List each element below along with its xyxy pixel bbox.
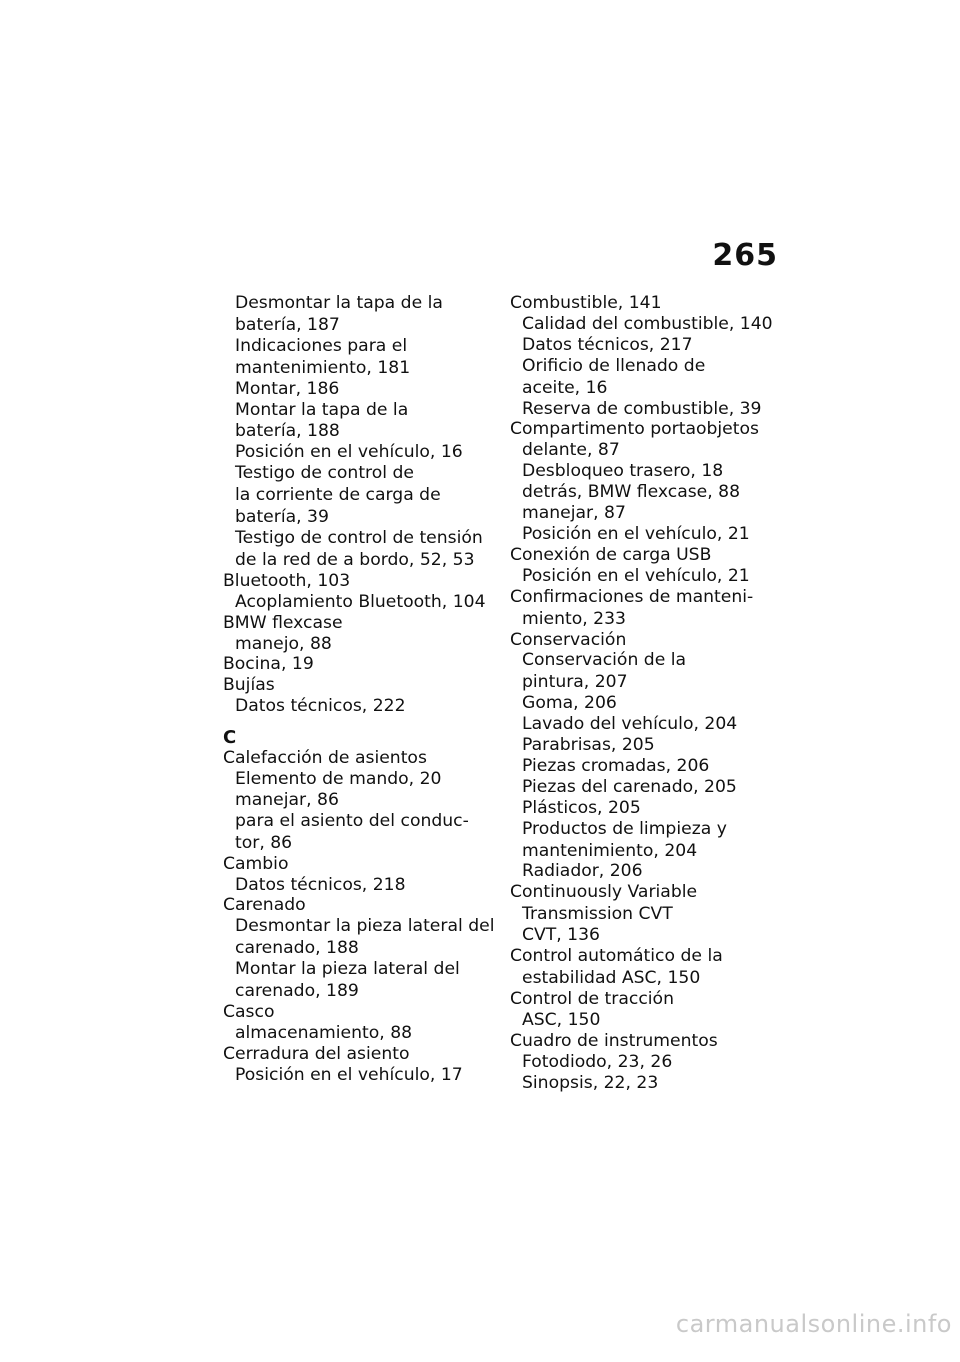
- index-subentry: mantenimiento, 181: [235, 357, 411, 378]
- index-subentry: Indicaciones para el: [235, 335, 408, 356]
- index-column-left: [223, 293, 495, 1086]
- index-subentry: la corriente de carga de: [235, 485, 441, 506]
- index-subentry: Posición en el vehículo, 17: [235, 1064, 463, 1085]
- index-subentry: Productos de limpieza y: [522, 818, 727, 839]
- index-subentry: manejar, 86: [235, 789, 339, 810]
- index-subentry: Plásticos, 205: [522, 797, 641, 818]
- index-subentry: Fotodiodo, 23, 26: [522, 1051, 673, 1072]
- index-subentry: Datos técnicos, 222: [235, 696, 406, 717]
- page-number: 265: [712, 238, 778, 273]
- index-subentry: tor, 86: [235, 832, 293, 853]
- index-entry: Confirmaciones de manteni-: [510, 586, 754, 607]
- index-subentry: Calidad del combustible, 140: [522, 313, 773, 334]
- index-entry: Bluetooth, 103: [223, 570, 351, 591]
- index-subentry: manejo, 88: [235, 633, 332, 654]
- index-subentry: Posición en el vehículo, 21: [522, 565, 750, 586]
- index-column-right: [510, 293, 790, 1093]
- index-subentry: Reserva de combustible, 39: [522, 398, 762, 419]
- index-entry: Conservación: [510, 629, 627, 650]
- index-entry: BMW flexcase: [223, 612, 343, 633]
- index-subentry: mantenimiento, 204: [522, 840, 698, 861]
- watermark-text: carmanualsonline.info: [675, 1310, 952, 1338]
- index-subentry: carenado, 188: [235, 938, 359, 959]
- index-subentry: Montar, 186: [235, 378, 340, 399]
- index-entry: Carenado: [223, 895, 306, 916]
- index-subentry: de la red de a bordo, 52, 53: [235, 549, 475, 570]
- index-subentry: estabilidad ASC, 150: [522, 968, 701, 988]
- index-subentry: batería, 188: [235, 421, 340, 442]
- index-entry: Control de tracción: [510, 988, 674, 1009]
- index-subentry: Posición en el vehículo, 21: [522, 523, 750, 544]
- index-subentry: Elemento de mando, 20: [235, 769, 442, 790]
- index-subentry: ASC, 150: [522, 1009, 601, 1030]
- index-subentry: Goma, 206: [522, 693, 617, 714]
- index-subentry: Testigo de control de: [235, 463, 414, 484]
- index-subentry: CVT, 136: [522, 925, 600, 946]
- index-entry: Bujías: [223, 675, 275, 696]
- index-subentry: Desbloqueo trasero, 18: [522, 461, 724, 482]
- index-subentry: para el asiento del conduc-: [235, 810, 469, 831]
- index-subentry: aceite, 16: [522, 377, 608, 398]
- index-subentry: pintura, 207: [522, 672, 628, 693]
- index-entry: Cerradura del asiento: [223, 1043, 410, 1064]
- index-subentry: Parabrisas, 205: [522, 735, 655, 756]
- index-subentry: Transmission CVT: [522, 904, 673, 925]
- index-subentry: detrás, BMW flexcase, 88: [522, 482, 741, 503]
- index-subentry: Orificio de llenado de: [522, 355, 706, 376]
- index-subentry: Datos técnicos, 218: [235, 874, 406, 895]
- index-subentry: Radiador, 206: [522, 861, 643, 882]
- index-subentry: Testigo de control de tensión: [235, 527, 483, 548]
- index-subentry: Posición en el vehículo, 16: [235, 442, 463, 463]
- index-entry: Casco: [223, 1002, 275, 1022]
- index-subentry: Desmontar la pieza lateral del: [235, 916, 495, 937]
- index-entry: Cuadro de instrumentos: [510, 1030, 718, 1051]
- index-entry: Conexión de carga USB: [510, 544, 712, 565]
- index-entry: Compartimento portaobjetos: [510, 419, 759, 440]
- index-subentry: Sinopsis, 22, 23: [522, 1072, 659, 1093]
- index-subentry: Piezas cromadas, 206: [522, 755, 710, 776]
- index-subentry: Lavado del vehículo, 204: [522, 714, 738, 735]
- index-subentry: delante, 87: [522, 440, 620, 461]
- index-entry: Continuously Variable: [510, 882, 698, 903]
- index-subentry: Acoplamiento Bluetooth, 104: [235, 591, 486, 612]
- index-subentry: batería, 39: [235, 507, 329, 528]
- index-subentry: manejar, 87: [522, 503, 626, 524]
- index-subentry: miento, 233: [522, 608, 626, 629]
- index-entry: Bocina, 19: [223, 654, 314, 675]
- index-entry: Combustible, 141: [510, 293, 662, 313]
- index-subentry: Conservación de la: [522, 650, 687, 671]
- index-subentry: batería, 187: [235, 314, 340, 335]
- index-subentry: Montar la pieza lateral del: [235, 959, 460, 980]
- index-subentry: Desmontar la tapa de la: [235, 293, 443, 313]
- index-subentry: almacenamiento, 88: [235, 1022, 413, 1043]
- index-subentry: Piezas del carenado, 205: [522, 776, 737, 797]
- index-subentry: Montar la tapa de la: [235, 399, 409, 420]
- index-entry: Calefacción de asientos: [223, 748, 427, 769]
- index-entry: Control automático de la: [510, 946, 723, 967]
- index-entry: Cambio: [223, 853, 289, 874]
- index-subentry: carenado, 189: [235, 981, 359, 1002]
- index-subentry: Datos técnicos, 217: [522, 334, 693, 355]
- index-section-letter: C: [223, 727, 237, 749]
